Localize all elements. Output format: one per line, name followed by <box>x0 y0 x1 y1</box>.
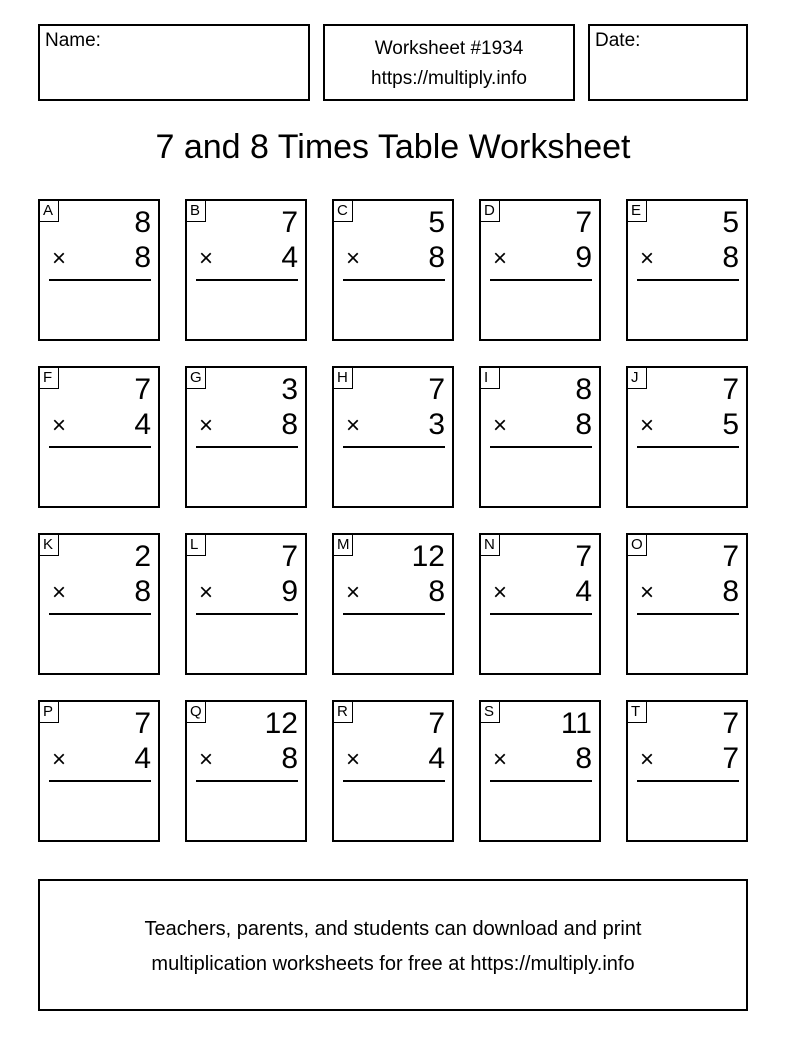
problem-box[interactable] <box>185 199 307 341</box>
problem-letter: H <box>333 367 353 389</box>
problem-letter: T <box>627 701 647 723</box>
problem-box[interactable] <box>332 366 454 508</box>
problem-multiplier: 8 <box>134 241 151 274</box>
problem-multiplicand: 7 <box>722 373 739 406</box>
problem-box[interactable] <box>626 700 748 842</box>
times-sign: × <box>493 245 508 272</box>
problem-letter: A <box>39 200 59 222</box>
answer-line <box>49 279 151 281</box>
answer-line <box>490 780 592 782</box>
problem-multiplier: 7 <box>722 742 739 775</box>
times-sign: × <box>52 579 67 606</box>
problem-letter: G <box>186 367 206 389</box>
footer-line-2: multiplication worksheets for free at https://multiply.info <box>151 953 635 975</box>
page-title: 7 and 8 Times Table Worksheet <box>155 128 631 166</box>
problem-box[interactable] <box>38 700 160 842</box>
problem-box[interactable] <box>185 700 307 842</box>
answer-line <box>49 613 151 615</box>
answer-line <box>637 446 739 448</box>
problem-box[interactable] <box>332 199 454 341</box>
problem-box[interactable] <box>332 533 454 675</box>
answer-line <box>343 613 445 615</box>
times-sign: × <box>346 412 361 439</box>
problem-letter: O <box>627 534 647 556</box>
answer-line <box>637 613 739 615</box>
footer-box <box>38 879 748 1011</box>
answer-line <box>490 446 592 448</box>
problem-multiplicand: 5 <box>428 206 445 239</box>
problem-multiplicand: 5 <box>722 206 739 239</box>
times-sign: × <box>640 412 655 439</box>
times-sign: × <box>493 412 508 439</box>
problem-multiplier: 8 <box>428 241 445 274</box>
problem-letter: E <box>627 200 647 222</box>
answer-line <box>196 780 298 782</box>
problem-multiplier: 8 <box>281 742 298 775</box>
problem-letter: P <box>39 701 59 723</box>
problem-letter: R <box>333 701 353 723</box>
problem-multiplier: 3 <box>428 408 445 441</box>
problem-multiplicand: 7 <box>281 540 298 573</box>
problem-letter: C <box>333 200 353 222</box>
times-sign: × <box>346 245 361 272</box>
problem-multiplicand: 7 <box>281 206 298 239</box>
times-sign: × <box>52 746 67 773</box>
answer-line <box>49 446 151 448</box>
problem-multiplicand: 8 <box>575 373 592 406</box>
problem-multiplier: 8 <box>281 408 298 441</box>
times-sign: × <box>640 245 655 272</box>
problem-multiplier: 4 <box>575 575 592 608</box>
times-sign: × <box>640 579 655 606</box>
problem-box[interactable] <box>185 366 307 508</box>
problem-multiplicand: 7 <box>134 373 151 406</box>
times-sign: × <box>52 245 67 272</box>
date-label: Date: <box>595 30 641 51</box>
problem-letter: N <box>480 534 500 556</box>
problem-box[interactable] <box>479 700 601 842</box>
problem-letter: K <box>39 534 59 556</box>
problem-multiplier: 8 <box>575 742 592 775</box>
problem-multiplier: 4 <box>281 241 298 274</box>
problem-letter: B <box>186 200 206 222</box>
problem-multiplier: 8 <box>575 408 592 441</box>
answer-line <box>637 279 739 281</box>
answer-line <box>196 446 298 448</box>
problem-letter: M <box>333 534 353 556</box>
problem-multiplicand: 11 <box>560 707 592 740</box>
problem-multiplicand: 3 <box>281 373 298 406</box>
problem-multiplier: 8 <box>722 241 739 274</box>
answer-line <box>490 279 592 281</box>
name-label: Name: <box>45 30 101 51</box>
problem-multiplicand: 7 <box>428 373 445 406</box>
times-sign: × <box>493 746 508 773</box>
problem-multiplier: 9 <box>281 575 298 608</box>
times-sign: × <box>493 579 508 606</box>
answer-line <box>196 279 298 281</box>
times-sign: × <box>52 412 67 439</box>
problem-box[interactable] <box>332 700 454 842</box>
problem-box[interactable] <box>38 366 160 508</box>
problem-box[interactable] <box>626 533 748 675</box>
problem-letter: I <box>480 367 500 389</box>
problem-multiplicand: 7 <box>722 707 739 740</box>
problem-letter: D <box>480 200 500 222</box>
problem-multiplier: 5 <box>722 408 739 441</box>
problem-letter: Q <box>186 701 206 723</box>
times-sign: × <box>199 245 214 272</box>
answer-line <box>196 613 298 615</box>
problem-multiplicand: 8 <box>134 206 151 239</box>
problem-multiplicand: 7 <box>575 206 592 239</box>
answer-line <box>490 613 592 615</box>
answer-line <box>49 780 151 782</box>
problem-box[interactable] <box>479 533 601 675</box>
problem-multiplicand: 12 <box>411 540 445 573</box>
problem-multiplicand: 7 <box>134 707 151 740</box>
problem-multiplier: 4 <box>134 408 151 441</box>
problem-box[interactable] <box>479 366 601 508</box>
times-sign: × <box>346 746 361 773</box>
problem-multiplicand: 12 <box>264 707 298 740</box>
problem-letter: S <box>480 701 500 723</box>
problem-multiplier: 8 <box>134 575 151 608</box>
worksheet-info-box <box>323 24 575 101</box>
problem-multiplier: 8 <box>428 575 445 608</box>
problem-multiplier: 9 <box>575 241 592 274</box>
answer-line <box>343 780 445 782</box>
problem-letter: F <box>39 367 59 389</box>
problem-multiplier: 4 <box>134 742 151 775</box>
worksheet-url: https://multiply.info <box>371 68 527 89</box>
times-sign: × <box>199 579 214 606</box>
problem-box[interactable] <box>479 199 601 341</box>
problem-letter: J <box>627 367 647 389</box>
problem-multiplier: 8 <box>722 575 739 608</box>
answer-line <box>637 780 739 782</box>
problem-multiplicand: 2 <box>134 540 151 573</box>
times-sign: × <box>199 746 214 773</box>
problem-box[interactable] <box>38 199 160 341</box>
times-sign: × <box>199 412 214 439</box>
problem-box[interactable] <box>626 199 748 341</box>
date-field-box[interactable] <box>588 24 748 101</box>
problem-multiplicand: 7 <box>428 707 445 740</box>
times-sign: × <box>346 579 361 606</box>
times-sign: × <box>640 746 655 773</box>
problem-box[interactable] <box>38 533 160 675</box>
answer-line <box>343 446 445 448</box>
name-field-box[interactable] <box>38 24 310 101</box>
problem-letter: L <box>186 534 206 556</box>
problem-multiplier: 4 <box>428 742 445 775</box>
problem-box[interactable] <box>626 366 748 508</box>
answer-line <box>343 279 445 281</box>
footer-line-1: Teachers, parents, and students can download and print <box>144 918 642 940</box>
problem-multiplicand: 7 <box>722 540 739 573</box>
problem-multiplicand: 7 <box>575 540 592 573</box>
problem-box[interactable] <box>185 533 307 675</box>
worksheet-number: Worksheet #1934 <box>374 38 524 59</box>
